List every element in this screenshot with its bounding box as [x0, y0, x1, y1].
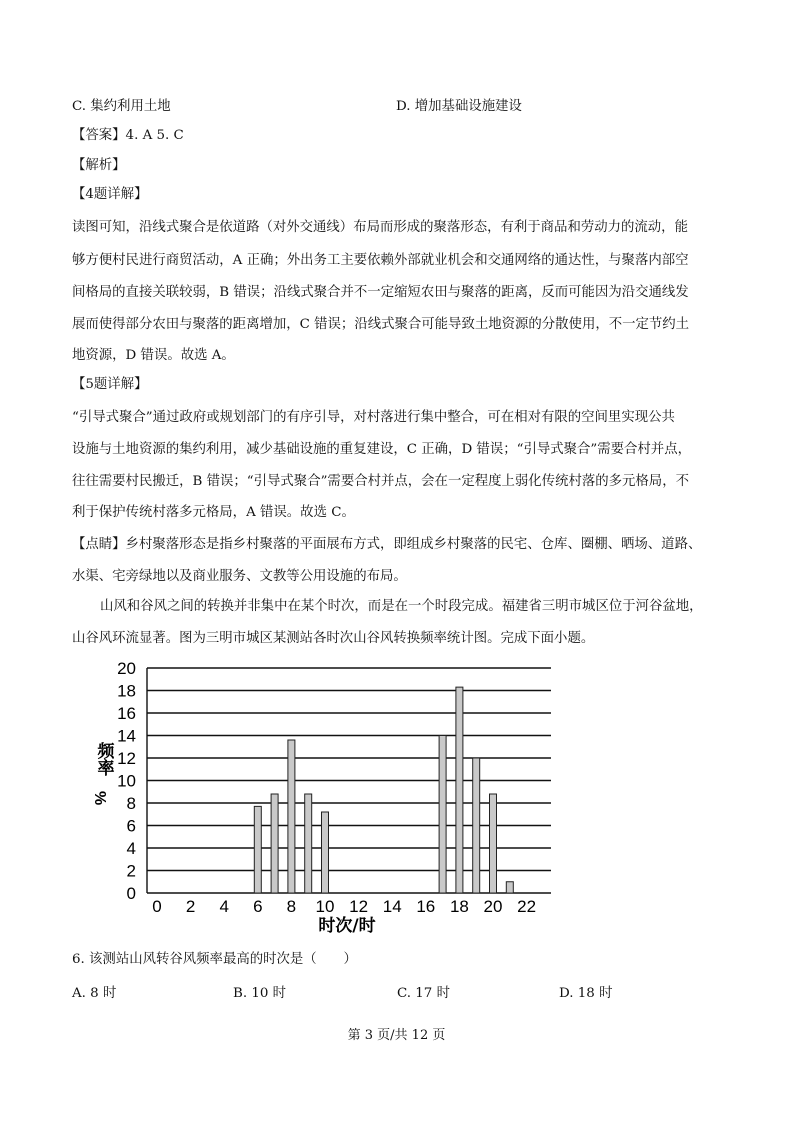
- x-axis-label: 时次/时: [318, 916, 376, 936]
- y-tick-label: 20: [117, 659, 136, 678]
- chart-bar: [305, 794, 312, 893]
- option-d[interactable]: D. 18 时: [559, 986, 613, 1001]
- x-tick-label: 12: [349, 897, 369, 916]
- chart-bars: [254, 687, 513, 893]
- option-a[interactable]: A. 8 时: [72, 986, 117, 1001]
- chart-bar: [456, 687, 463, 893]
- question-6-options: [72, 982, 722, 1002]
- dianjing-line: 水渠、宅旁绿地以及商业服务、文教等公用设施的布局。: [72, 569, 407, 584]
- y-tick-label: 14: [117, 726, 136, 746]
- chart-bar: [490, 794, 497, 893]
- q4-text-line: 读图可知，沿线式聚合是依道路（对外交通线）布局而形成的聚落形态，有利于商品和劳动力的流动，能: [72, 220, 688, 235]
- y-tick-label: 8: [126, 794, 136, 813]
- chart-y-ticks: [117, 659, 136, 903]
- y-tick-label: 16: [117, 704, 136, 723]
- x-tick-label: 22: [517, 897, 537, 916]
- x-tick-label: 10: [315, 897, 335, 916]
- q5-text-line: 往往需要村民搬迁，B 错误；“引导式聚合”需要合村并点，会在一定程度上弱化传统村落的多元格局，不: [72, 474, 689, 489]
- prev-options-row: [72, 95, 722, 115]
- y-tick-label: 6: [126, 816, 136, 836]
- y-tick-label: 18: [117, 681, 136, 701]
- chart-bar: [506, 882, 513, 893]
- y-tick-label: 12: [117, 749, 136, 768]
- q5-text-line: 利于保护传统村落多元格局，A 错误。故选 C。: [72, 505, 355, 520]
- option-b[interactable]: B. 10 时: [233, 986, 287, 1001]
- option-c-prev: C. 集约利用土地: [72, 99, 171, 114]
- analysis-tag: 【解析】: [72, 158, 126, 173]
- q5-text-line: 设施与土地资源的集约利用，减少基础设施的重复建设，C 正确，D 错误；“引导式聚合”需要合村并点，: [72, 442, 691, 457]
- chart-bar: [473, 758, 480, 893]
- x-tick-label: 20: [483, 897, 503, 916]
- x-tick-label: 16: [416, 897, 436, 916]
- chart-bar: [439, 736, 446, 894]
- dianjing-line: 【点睛】乡村聚落形态是指乡村聚落的平面展布方式，即组成乡村聚落的民宅、仓库、圈棚、晒场、道路、: [72, 537, 702, 552]
- q4-tag: 【4题详解】: [72, 187, 148, 202]
- x-tick-label: 18: [449, 897, 469, 916]
- option-c[interactable]: C. 17 时: [397, 986, 450, 1001]
- x-tick-label: 2: [185, 897, 196, 916]
- y-tick-label: 2: [126, 861, 136, 881]
- intro-line: 山谷风环流显著。图为三明市城区某测站各时次山谷风转换频率统计图。完成下面小题。: [72, 631, 595, 646]
- question-6-stem: 6. 该测站山风转谷风频率最高的时次是（ ）: [72, 952, 357, 967]
- q5-text-line: “引导式聚合”通过政府或规划部门的有序引导，对村落进行集中整合，可在相对有限的空间里实现公共: [72, 410, 675, 425]
- chart-bar: [271, 794, 278, 893]
- x-tick-label: 8: [286, 897, 297, 916]
- y-tick-label: 4: [126, 839, 136, 858]
- chart-x-ticks: [152, 897, 536, 916]
- x-tick-label: 6: [253, 897, 263, 916]
- y-axis-unit: %: [91, 791, 108, 806]
- page-footer: 第 3 页/共 12 页: [347, 1028, 446, 1043]
- q5-tag: 【5题详解】: [72, 377, 148, 392]
- answer-line: 【答案】4. A 5. C: [72, 128, 184, 143]
- chart-bar: [254, 806, 261, 893]
- y-tick-label: 10: [117, 771, 136, 791]
- option-d-prev: D. 增加基础设施建设: [396, 99, 522, 114]
- y-axis-label: 频率: [94, 742, 114, 776]
- x-tick-label: 14: [382, 897, 402, 916]
- chart-bar: [322, 812, 329, 893]
- q4-text-line: 够方便村民进行商贸活动，A 正确；外出务工主要依赖外部就业机会和交通网络的通达性，与聚落内部空: [72, 253, 689, 268]
- q4-text-line: 地资源，D 错误。故选 A。: [72, 348, 235, 363]
- y-tick-label: 0: [126, 884, 136, 903]
- chart-bar: [288, 740, 295, 893]
- q4-text-line: 间格局的直接关联较弱，B 错误；沿线式聚合并不一定缩短农田与聚落的距离，反而可能因为沿交通线发: [72, 285, 689, 300]
- q4-text-line: 展而使得部分农田与聚落的距离增加，C 错误；沿线式聚合可能导致土地资源的分散使用，不一定节约土: [72, 317, 690, 332]
- wind-frequency-chart: [0, 650, 793, 940]
- x-tick-label: 0: [152, 897, 162, 916]
- x-tick-label: 4: [219, 897, 229, 916]
- intro-line: 山风和谷风之间的转换并非集中在某个时次，而是在一个时段完成。福建省三明市城区位于河谷盆地，: [100, 599, 703, 614]
